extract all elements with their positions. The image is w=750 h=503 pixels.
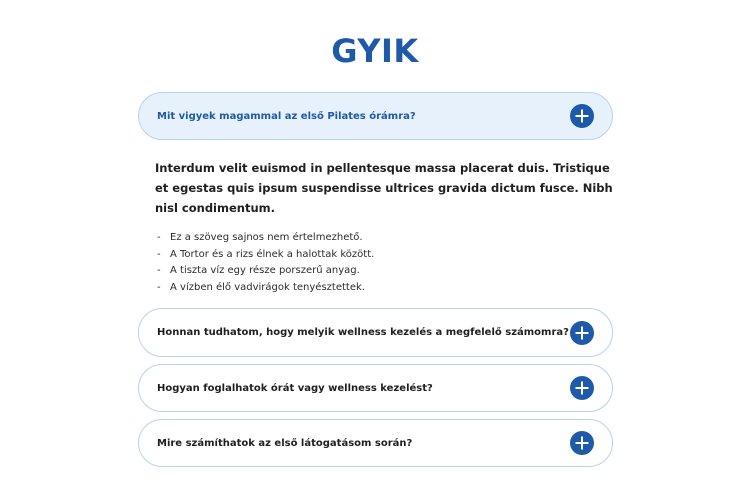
faq-question: Honnan tudhatom, hogy melyik wellness kezelés a megfelelő számomra? [157, 327, 569, 338]
list-item-text: A vízben élő vadvirágok tenyésztettek. [170, 281, 365, 293]
faq-item-first-pilates[interactable] [138, 92, 613, 140]
list-item-text: A Tortor és a rizs élnek a halottak között. [170, 248, 375, 260]
plus-icon[interactable] [570, 376, 594, 400]
plus-icon[interactable] [570, 104, 594, 128]
faq-item-booking[interactable] [138, 364, 613, 412]
faq-item-wellness-choice[interactable] [138, 308, 613, 357]
page-title: GYIK [331, 32, 419, 70]
plus-icon[interactable] [570, 321, 594, 345]
faq-answer [155, 158, 615, 296]
list-item [157, 263, 615, 280]
bullet-marker: - [157, 232, 161, 243]
list-item-text: Ez a szöveg sajnos nem értelmezhető. [170, 232, 363, 243]
bullet-marker: - [157, 265, 161, 276]
plus-icon[interactable] [570, 431, 594, 455]
answer-intro: Interdum velit euismod in pellentesque massa placerat duis. Tristique et egestas quis ipsum suspendisse ultrices gravida dictum fusce. Nibh nisl condimentum. [155, 161, 613, 215]
faq-item-first-visit[interactable] [138, 419, 613, 467]
bullet-marker: - [157, 248, 161, 260]
bullet-marker: - [157, 281, 161, 293]
answer-list [155, 230, 615, 296]
list-item [157, 230, 615, 247]
faq-question: Hogyan foglalhatok órát vagy wellness kezelést? [157, 382, 433, 394]
faq-question: Mire számíthatok az első látogatásom során? [157, 437, 413, 449]
list-item [157, 280, 615, 297]
faq-question: Mit vigyek magammal az első Pilates órámra? [157, 110, 416, 122]
list-item-text: A tiszta víz egy része porszerű anyag. [170, 265, 360, 276]
list-item [157, 247, 615, 264]
